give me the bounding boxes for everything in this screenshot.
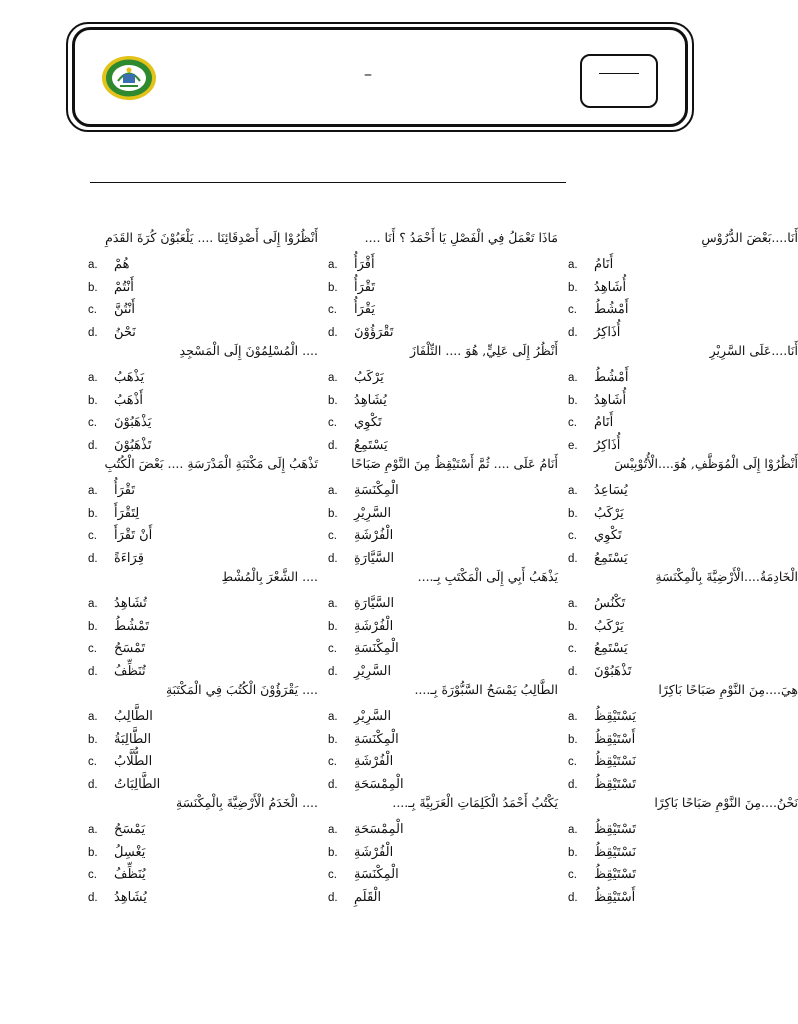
option-letter: d. bbox=[568, 326, 578, 339]
answer-option[interactable] bbox=[568, 255, 798, 275]
question-stem: هِيَ....مِنَ النَّوْمِ صَبَاحًا بَاكِرًا bbox=[658, 682, 798, 697]
option-text: هُمْ bbox=[114, 257, 130, 272]
option-text: الْمِكْنَسَةِ bbox=[354, 867, 399, 882]
option-letter: b. bbox=[88, 620, 98, 633]
option-text: تَكْوِي bbox=[354, 415, 382, 430]
option-letter: b. bbox=[568, 620, 578, 633]
question-item bbox=[328, 342, 558, 455]
answer-option[interactable] bbox=[328, 481, 558, 501]
option-letter: a. bbox=[568, 259, 578, 271]
option-text: أُشَاهِدُ bbox=[594, 392, 627, 408]
question-item bbox=[88, 229, 318, 342]
option-letter: d. bbox=[88, 891, 98, 904]
option-letter: c. bbox=[328, 756, 337, 768]
answer-option[interactable] bbox=[88, 775, 318, 795]
question-item bbox=[568, 455, 798, 568]
answer-option[interactable] bbox=[568, 481, 798, 501]
option-letter: c. bbox=[328, 869, 337, 881]
answer-option[interactable] bbox=[568, 617, 798, 637]
question-stem: أَنْظُرُوْا إِلَى الْمُوَظَّفِ, هُوَ....الْأُتُوْبِيْسَ bbox=[614, 456, 798, 471]
option-letter: b. bbox=[328, 846, 338, 859]
question-column-middle bbox=[328, 229, 558, 907]
option-text: يُسَاعِدُ bbox=[594, 483, 628, 498]
option-letter: b. bbox=[568, 846, 578, 859]
answer-option[interactable] bbox=[568, 865, 798, 885]
option-letter: a. bbox=[88, 485, 98, 497]
question-item bbox=[568, 342, 798, 455]
question-stem: أَنْظُرُوْا إِلَى أَصْدِقَائِنَا .... يَلْعَبُوْنَ كُرَةَ القَدَمِ bbox=[105, 230, 318, 245]
option-text: تَمْشُطُ bbox=[114, 618, 150, 634]
option-text: لِتَقْرَأَ bbox=[114, 505, 140, 521]
option-text: يَمْسَحُ bbox=[114, 822, 146, 837]
question-stem: .... يَقْرَؤُوْنَ الْكُتُبَ فِي الْمَكْتَبَةِ bbox=[165, 682, 318, 697]
answer-option[interactable] bbox=[88, 617, 318, 637]
answer-option[interactable] bbox=[328, 843, 558, 863]
option-text: تَقْرَأُ bbox=[354, 279, 375, 295]
option-letter: b. bbox=[568, 733, 578, 746]
option-text: الْفُرْشَةِ bbox=[354, 844, 394, 860]
option-letter: a. bbox=[328, 372, 338, 384]
option-text: قِرَاءَةً bbox=[114, 550, 144, 566]
answer-option[interactable] bbox=[328, 752, 558, 772]
option-text: الطُّلَّابُ bbox=[114, 754, 153, 769]
question-item bbox=[568, 229, 798, 342]
answer-option[interactable] bbox=[328, 323, 558, 343]
option-letter: a. bbox=[328, 598, 338, 610]
option-text: أَسْتَيْقِظُ bbox=[594, 731, 636, 747]
question-item bbox=[88, 455, 318, 568]
answer-option[interactable] bbox=[88, 300, 318, 320]
answer-option[interactable] bbox=[88, 707, 318, 727]
question-item bbox=[328, 568, 558, 681]
question-item bbox=[88, 794, 318, 907]
answer-option[interactable] bbox=[568, 391, 798, 411]
option-letter: c. bbox=[568, 869, 577, 881]
option-letter: b. bbox=[88, 733, 98, 746]
question-column-left bbox=[88, 229, 318, 907]
question-stem: يَكْتُبُ أَحْمَدُ الْكَلِمَاتِ الْعَرَبِيَّةَ بِـ.... bbox=[392, 795, 558, 810]
option-text: يُنَظِّفُ bbox=[114, 867, 146, 882]
option-letter: c. bbox=[568, 643, 577, 655]
option-letter: c. bbox=[88, 530, 97, 542]
answer-option[interactable] bbox=[88, 549, 318, 569]
option-text: الْقَلَمِ bbox=[354, 889, 382, 905]
question-stem: .... الْمُسْلِمُوْنَ إِلَى الْمَسْجِدِ bbox=[179, 343, 318, 358]
answer-option[interactable] bbox=[328, 617, 558, 637]
answer-option[interactable] bbox=[328, 255, 558, 275]
option-text: يَسْتَمِعُ bbox=[354, 437, 388, 453]
answer-option[interactable] bbox=[568, 888, 798, 908]
answer-option[interactable] bbox=[328, 662, 558, 682]
option-text: تَسْتَيْقِظُ bbox=[594, 867, 636, 882]
school-logo-icon bbox=[100, 54, 158, 102]
question-item bbox=[328, 455, 558, 568]
option-text: نَحْنُ bbox=[114, 324, 136, 340]
answer-option[interactable] bbox=[88, 481, 318, 501]
option-letter: a. bbox=[568, 824, 578, 836]
option-text: يُشَاهِدُ bbox=[114, 889, 147, 905]
answer-option[interactable] bbox=[328, 730, 558, 750]
option-letter: c. bbox=[328, 643, 337, 655]
option-text: أَنْتُنَّ bbox=[114, 302, 136, 317]
question-stem: الطَّالِبُ يَمْسَحُ السَّبُّوْرَةَ بِـ.... bbox=[414, 682, 558, 697]
answer-option[interactable] bbox=[328, 549, 558, 569]
question-stem: مَاذَا تَعْمَلُ فِي الْفَصْلِ يَا أَحْمَدُ ؟ أَنَا .... bbox=[364, 230, 558, 245]
option-letter: b. bbox=[568, 507, 578, 520]
option-text: الْفُرْشَةِ bbox=[354, 754, 394, 769]
option-letter: b. bbox=[568, 281, 578, 294]
option-letter: a. bbox=[568, 598, 578, 610]
option-letter: a. bbox=[88, 711, 98, 723]
option-letter: a. bbox=[568, 711, 578, 723]
option-text: أَذْهَبُ bbox=[114, 392, 144, 408]
answer-option[interactable] bbox=[568, 639, 798, 659]
option-text: أَسْتَيْقِظُ bbox=[594, 889, 636, 905]
answer-option[interactable] bbox=[568, 820, 798, 840]
option-text: نَسْتَيْقِظُ bbox=[594, 754, 636, 769]
option-letter: c. bbox=[328, 304, 337, 316]
option-text: الْمِكْنَسَةِ bbox=[354, 483, 399, 498]
option-letter: a. bbox=[88, 372, 98, 384]
option-text: أَنَامُ bbox=[594, 415, 614, 430]
question-item bbox=[328, 229, 558, 342]
question-column-right bbox=[568, 229, 798, 907]
option-letter: c. bbox=[88, 643, 97, 655]
option-letter: a. bbox=[568, 485, 578, 497]
question-item bbox=[568, 681, 798, 794]
answer-option[interactable] bbox=[328, 594, 558, 614]
answer-option[interactable] bbox=[88, 368, 318, 388]
answer-option[interactable] bbox=[568, 752, 798, 772]
option-letter: c. bbox=[568, 304, 577, 316]
option-text: السَّرِيْرِ bbox=[354, 709, 392, 724]
question-item bbox=[568, 568, 798, 681]
answer-option[interactable] bbox=[568, 843, 798, 863]
option-text: السَّيَّارَةِ bbox=[354, 550, 395, 566]
option-text: تَسْتَيْقِظُ bbox=[594, 776, 636, 792]
answer-option[interactable] bbox=[328, 278, 558, 298]
option-letter: c. bbox=[568, 530, 577, 542]
option-text: تَسْتَيْقِظُ bbox=[594, 822, 636, 837]
option-letter: d. bbox=[88, 439, 98, 452]
option-letter: a. bbox=[328, 485, 338, 497]
option-text: يَسْتَيْقِظُ bbox=[594, 709, 636, 724]
answer-option[interactable] bbox=[328, 526, 558, 546]
option-letter: b. bbox=[88, 507, 98, 520]
answer-option[interactable] bbox=[88, 662, 318, 682]
option-letter: c. bbox=[328, 417, 337, 429]
answer-option[interactable] bbox=[328, 300, 558, 320]
option-text: أَنَامُ bbox=[594, 257, 614, 272]
answer-option[interactable] bbox=[88, 752, 318, 772]
answer-option[interactable] bbox=[328, 639, 558, 659]
question-stem: الْخَادِمَةُ....الْأَرْضِيَّةَ بِالْمِكْنَسَةِ bbox=[655, 569, 798, 584]
option-text: أَنْ تَقْرَأَ bbox=[114, 528, 153, 543]
question-item bbox=[568, 794, 798, 907]
option-letter: b. bbox=[328, 281, 338, 294]
answer-option[interactable] bbox=[568, 730, 798, 750]
option-text: يَقْرَأُ bbox=[354, 302, 375, 317]
option-letter: b. bbox=[568, 394, 578, 407]
option-letter: d. bbox=[88, 665, 98, 678]
option-text: تَكْوِي bbox=[594, 528, 622, 543]
option-letter: c. bbox=[88, 304, 97, 316]
option-text: يَذْهَبُوْنَ bbox=[114, 415, 152, 430]
option-letter: d. bbox=[328, 552, 338, 565]
option-text: أُذَاكِرُ bbox=[594, 324, 621, 340]
option-text: يَسْتَمِعُ bbox=[594, 641, 628, 656]
option-letter: c. bbox=[328, 530, 337, 542]
option-letter: b. bbox=[88, 394, 98, 407]
name-underline bbox=[90, 182, 566, 183]
question-item bbox=[88, 342, 318, 455]
answer-option[interactable] bbox=[568, 775, 798, 795]
answer-option[interactable] bbox=[328, 368, 558, 388]
answer-option[interactable] bbox=[328, 504, 558, 524]
option-letter: c. bbox=[568, 417, 577, 429]
answer-option[interactable] bbox=[88, 820, 318, 840]
option-text: السَّيَّارَةِ bbox=[354, 596, 395, 611]
answer-option[interactable] bbox=[328, 436, 558, 456]
option-letter: c. bbox=[88, 756, 97, 768]
question-stem: تَذْهَبُ إِلَى مَكْتَبَةِ الْمَدْرَسَةِ .... بَعْضَ الْكُتُبِ bbox=[104, 456, 318, 471]
option-letter: d. bbox=[568, 665, 578, 678]
option-text: الطَّالِبُ bbox=[114, 709, 153, 724]
answer-option[interactable] bbox=[568, 504, 798, 524]
option-letter: b. bbox=[328, 733, 338, 746]
answer-option[interactable] bbox=[88, 255, 318, 275]
question-stem: أَنَامُ عَلَى .... ثُمَّ أَسْتَيْقِظُ مِنَ النَّوْمِ صَبَاحًا bbox=[351, 456, 558, 471]
option-letter: d. bbox=[568, 891, 578, 904]
option-text: تَقْرَأُ bbox=[114, 483, 135, 498]
option-letter: c. bbox=[568, 756, 577, 768]
option-text: تَقْرَؤُوْنَ bbox=[354, 324, 394, 340]
option-letter: d. bbox=[568, 778, 578, 791]
option-letter: d. bbox=[568, 552, 578, 565]
answer-option[interactable] bbox=[568, 278, 798, 298]
option-letter: a. bbox=[328, 711, 338, 723]
answer-option[interactable] bbox=[88, 639, 318, 659]
header-dash: – bbox=[364, 64, 372, 83]
option-letter: b. bbox=[88, 846, 98, 859]
answer-option[interactable] bbox=[328, 707, 558, 727]
answer-option[interactable] bbox=[88, 323, 318, 343]
answer-option[interactable] bbox=[88, 843, 318, 863]
option-text: نَسْتَيْقِظُ bbox=[594, 844, 636, 860]
option-letter: d. bbox=[328, 778, 338, 791]
question-stem: أَنَا....بَعْضَ الدُّرُوْسِ bbox=[701, 230, 798, 245]
answer-option[interactable] bbox=[88, 391, 318, 411]
option-letter: d. bbox=[328, 891, 338, 904]
option-text: السَّرِيْرِ bbox=[354, 505, 392, 521]
option-text: يَرْكَبُ bbox=[594, 618, 624, 634]
option-letter: b. bbox=[328, 394, 338, 407]
answer-option[interactable] bbox=[88, 413, 318, 433]
option-letter: d. bbox=[88, 778, 98, 791]
question-stem: .... الْخَدَمُ الْأَرْضِيَّةَ بِالْمِكْنَسَةِ bbox=[175, 795, 318, 810]
answer-option[interactable] bbox=[328, 413, 558, 433]
answer-option[interactable] bbox=[328, 391, 558, 411]
option-letter: a. bbox=[328, 824, 338, 836]
question-item bbox=[88, 681, 318, 794]
answer-option[interactable] bbox=[328, 888, 558, 908]
answer-option[interactable] bbox=[88, 594, 318, 614]
option-text: السَّرِيْرِ bbox=[354, 663, 392, 679]
option-text: يَرْكَبُ bbox=[354, 370, 384, 385]
answer-option[interactable] bbox=[328, 820, 558, 840]
option-text: الْفُرْشَةِ bbox=[354, 528, 394, 543]
answer-option[interactable] bbox=[88, 436, 318, 456]
answer-option[interactable] bbox=[88, 278, 318, 298]
option-text: يُشَاهِدُ bbox=[354, 392, 387, 408]
option-text: يَغْسِلُ bbox=[114, 844, 146, 860]
answer-option[interactable] bbox=[568, 707, 798, 727]
option-letter: a. bbox=[568, 372, 578, 384]
answer-option[interactable] bbox=[88, 504, 318, 524]
option-text: أَنْتُمْ bbox=[114, 279, 134, 295]
option-text: تَذْهَبُوْنَ bbox=[114, 437, 152, 453]
option-letter: a. bbox=[88, 824, 98, 836]
option-text: الْمِمْسَحَةِ bbox=[354, 776, 404, 792]
answer-option[interactable] bbox=[568, 594, 798, 614]
answer-option[interactable] bbox=[568, 413, 798, 433]
option-text: الْفُرْشَةِ bbox=[354, 618, 394, 634]
option-letter: b. bbox=[328, 620, 338, 633]
option-text: أَقْرَأُ bbox=[354, 257, 375, 272]
answer-option[interactable] bbox=[88, 730, 318, 750]
question-stem: أَنَا....عَلَى السَّرِيْرِ bbox=[709, 343, 798, 358]
code-box[interactable] bbox=[580, 54, 658, 108]
option-text: أُشَاهِدُ bbox=[594, 279, 627, 295]
option-text: يَسْتَمِعُ bbox=[594, 550, 628, 566]
answer-option[interactable] bbox=[88, 526, 318, 546]
option-letter: d. bbox=[88, 552, 98, 565]
answer-option[interactable] bbox=[88, 865, 318, 885]
option-letter: d. bbox=[328, 326, 338, 339]
option-letter: d. bbox=[328, 439, 338, 452]
answer-option[interactable] bbox=[568, 368, 798, 388]
question-stem: يَذْهَبُ أَبِي إِلَى الْمَكْتَبِ بِـ.... bbox=[417, 569, 558, 584]
answer-option[interactable] bbox=[568, 662, 798, 682]
option-text: أَمْشُطُ bbox=[594, 370, 629, 385]
answer-option[interactable] bbox=[568, 526, 798, 546]
answer-option[interactable] bbox=[88, 888, 318, 908]
option-letter: e. bbox=[568, 439, 578, 452]
option-letter: d. bbox=[88, 326, 98, 339]
option-text: تَذْهَبُوْنَ bbox=[594, 663, 632, 679]
option-text: الْمِكْنَسَةِ bbox=[354, 731, 399, 747]
option-text: الْمِمْسَحَةِ bbox=[354, 822, 404, 837]
option-text: أَمْشُطُ bbox=[594, 302, 629, 317]
option-text: تَمْسَحُ bbox=[114, 641, 146, 656]
option-letter: a. bbox=[88, 259, 98, 271]
answer-option[interactable] bbox=[568, 436, 798, 456]
option-letter: c. bbox=[88, 869, 97, 881]
answer-option[interactable] bbox=[568, 549, 798, 569]
option-text: أُذَاكِرُ bbox=[594, 437, 621, 453]
option-text: الطَّالِبَةُ bbox=[114, 731, 152, 747]
option-text: يَرْكَبُ bbox=[594, 505, 624, 521]
question-stem: أَنْظُرُ إِلَى عَلِيٍّ, هُوَ .... التِّلْفَازَ bbox=[410, 343, 558, 358]
option-letter: a. bbox=[88, 598, 98, 610]
option-text: الْمِكْنَسَةِ bbox=[354, 641, 399, 656]
option-letter: d. bbox=[328, 665, 338, 678]
question-stem: .... الشَّعْرَ بِالْمُشْطِ bbox=[221, 569, 318, 584]
question-item bbox=[88, 568, 318, 681]
option-letter: a. bbox=[328, 259, 338, 271]
question-item bbox=[328, 681, 558, 794]
option-letter: b. bbox=[88, 281, 98, 294]
question-stem: نَحْنُ....مِنَ النَّوْمِ صَبَاحًا بَاكِرًا bbox=[654, 795, 798, 810]
answer-option[interactable] bbox=[328, 865, 558, 885]
answer-option[interactable] bbox=[568, 323, 798, 343]
question-item bbox=[328, 794, 558, 907]
option-text: تُنَظِّفُ bbox=[114, 663, 146, 679]
answer-option[interactable] bbox=[328, 775, 558, 795]
option-letter: b. bbox=[328, 507, 338, 520]
option-text: تُشَاهِدُ bbox=[114, 596, 147, 611]
option-text: تَكْنُسُ bbox=[594, 596, 626, 611]
code-box-line bbox=[599, 73, 639, 74]
option-text: يَذْهَبُ bbox=[114, 370, 145, 385]
option-letter: c. bbox=[88, 417, 97, 429]
option-text: الطَّالِبَاتُ bbox=[114, 776, 161, 792]
answer-option[interactable] bbox=[568, 300, 798, 320]
